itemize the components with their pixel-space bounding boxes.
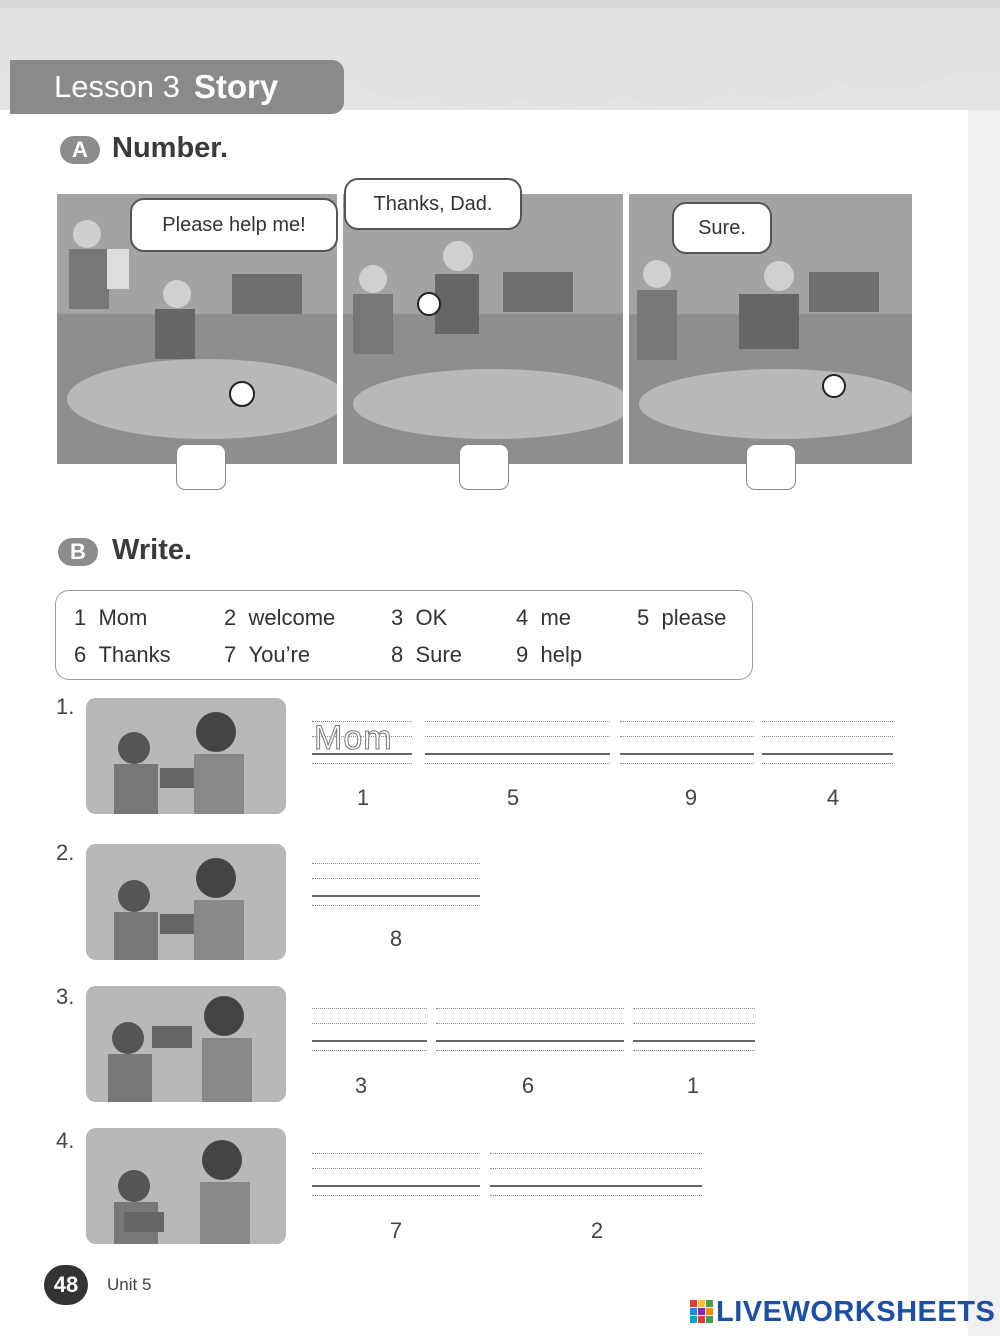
word-index: 5	[506, 785, 520, 810]
word-bank-item: 5 please	[637, 605, 727, 630]
word-index: 7	[389, 1218, 403, 1243]
exercise-2-picture	[86, 844, 286, 960]
answer-line-3-1[interactable]	[312, 1008, 427, 1052]
word-index: 3	[354, 1073, 368, 1098]
exercise-1-picture	[86, 698, 286, 814]
section-b-badge: B	[58, 538, 98, 566]
word-index: 8	[389, 926, 403, 951]
unit-label: Unit 5	[107, 1275, 152, 1294]
word-bank-item: 9 help	[516, 642, 583, 667]
panel-3-number-input[interactable]	[746, 444, 796, 490]
speech-bubble-2: Thanks, Dad.	[344, 178, 522, 230]
word-bank-item: 1 Mom	[74, 605, 148, 630]
word-index: 4	[826, 785, 840, 810]
speech-bubble-1: Please help me!	[130, 198, 338, 252]
answer-line-3-2[interactable]	[436, 1008, 624, 1052]
speech-bubble-3: Sure.	[672, 202, 772, 254]
exercise-2-label: 2.	[56, 840, 75, 865]
word-index: 6	[521, 1073, 535, 1098]
answer-line-1-2[interactable]	[425, 721, 610, 765]
story-label: Story	[193, 68, 279, 105]
word-index: 2	[590, 1218, 604, 1243]
answer-line-3-3[interactable]	[633, 1008, 755, 1052]
word-bank-item: 7 You’re	[224, 642, 311, 667]
word-index: 9	[684, 785, 698, 810]
lesson-label: Lesson 3	[54, 69, 180, 104]
answer-line-1-4[interactable]	[762, 721, 893, 765]
page-number: 48	[44, 1265, 88, 1305]
exercise-4-label: 4.	[56, 1128, 75, 1153]
word-bank-item: 3 OK	[391, 605, 448, 630]
exercise-3-picture	[86, 986, 286, 1102]
section-b-title: Write.	[112, 534, 193, 566]
word-bank-item: 2 welcome	[224, 605, 336, 630]
panel-2-number-input[interactable]	[459, 444, 509, 490]
word-bank-item: 6 Thanks	[74, 642, 171, 667]
exercise-1-label: 1.	[56, 694, 75, 719]
word-index: 1	[356, 785, 370, 810]
panel-1-number-input[interactable]	[176, 444, 226, 490]
word-bank-item: 4 me	[516, 605, 572, 630]
traced-example-word: Mom	[314, 719, 393, 757]
answer-line-2-1[interactable]	[312, 863, 480, 907]
liveworksheets-logo-icon	[690, 1300, 714, 1324]
word-index: 1	[686, 1073, 700, 1098]
answer-line-1-1[interactable]	[312, 721, 412, 765]
word-bank-item: 8 Sure	[391, 642, 462, 667]
section-a-title: Number.	[112, 132, 229, 164]
answer-line-1-3[interactable]	[620, 721, 754, 765]
brand-label: LIVEWORKSHEETS	[716, 1296, 996, 1328]
lesson-banner	[10, 60, 344, 114]
answer-line-4-2[interactable]	[490, 1153, 702, 1197]
section-a-badge: A	[60, 136, 100, 164]
answer-line-4-1[interactable]	[312, 1153, 480, 1197]
scan-edge	[968, 0, 1000, 1336]
comic-panel-2	[343, 194, 623, 464]
exercise-3-label: 3.	[56, 984, 75, 1009]
exercise-4-picture	[86, 1128, 286, 1244]
